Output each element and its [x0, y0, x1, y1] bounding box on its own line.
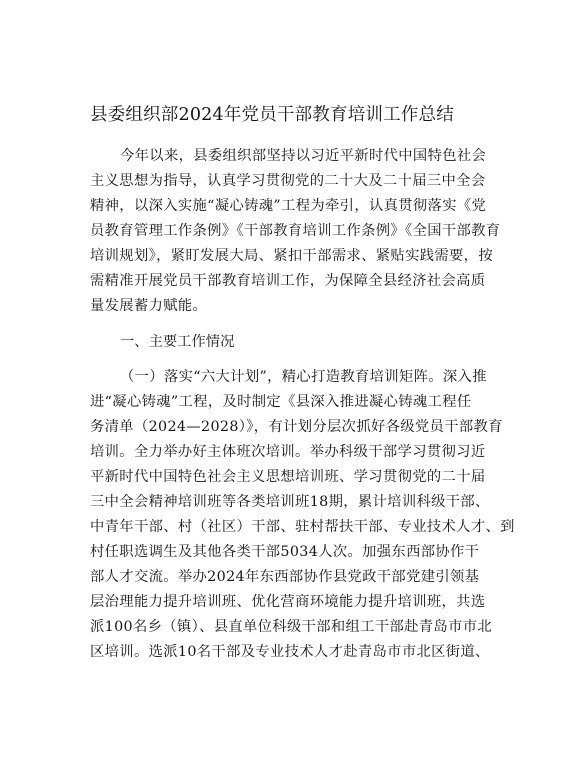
body-line-1: （一）落实“六大计划”，精心打造教育培训矩阵。深入推 [120, 369, 487, 385]
body-line-12: 区培训。选派10名干部及专业技术人才赴青岛市市北区街道、 [90, 644, 490, 660]
intro-line-4: 员教育管理工作条例》《干部教育培训工作条例》《全国干部教育 [90, 223, 501, 239]
body-line-3: 务清单（2024—2028）》，有计划分层次抓好各级党员干部教育 [90, 419, 503, 435]
intro-line-3: 精神，以深入实施“凝心铸魂”工程为牵引，认真贯彻落实《党 [90, 198, 487, 214]
body-line-8: 村任职选调生及其他各类干部5034人次。加强东西部协作干 [90, 544, 480, 560]
body-line-9: 部人才交流。举办2024年东西部协作县党政干部党建引领基 [90, 569, 480, 585]
intro-line-7: 量发展蓄力赋能。 [90, 298, 208, 314]
body-line-6: 三中全会精神培训班等各类培训班18期，累计培训科级干部、 [90, 494, 490, 510]
body-line-4: 培训。全力举办好主体班次培训。举办科级干部学习贯彻习近 [90, 444, 486, 460]
body-line-10: 层治理能力提升培训班、优化营商环境能力提升培训班，共选 [90, 594, 486, 610]
body-line-2: 进“凝心铸魂”工程，及时制定《县深入推进凝心铸魂工程任 [90, 394, 472, 410]
section-heading: 一、主要工作情况 [120, 334, 235, 350]
intro-line-1: 今年以来，县委组织部坚持以习近平新时代中国特色社会 [120, 148, 487, 164]
body-line-5: 平新时代中国特色社会主义思想培训班、学习贯彻党的二十届 [90, 469, 486, 485]
intro-line-2: 主义思想为指导，认真学习贯彻党的二十大及二十届三中全会 [90, 173, 486, 189]
intro-line-6: 需精准开展党员干部教育培训工作，为保障全县经济社会高质 [90, 273, 486, 289]
document-title: 县委组织部2024年党员干部教育培训工作总结 [90, 105, 454, 125]
body-line-11: 派100名乡（镇）、县直单位科级干部和组工干部赴青岛市市北 [90, 619, 493, 635]
body-line-7: 中青年干部、村（社区）干部、驻村帮扶干部、专业技术人才、到 [90, 519, 515, 535]
intro-line-5: 培训规划》，紧盯发展大局、紧扣干部需求、紧贴实践需要，按 [90, 248, 493, 264]
